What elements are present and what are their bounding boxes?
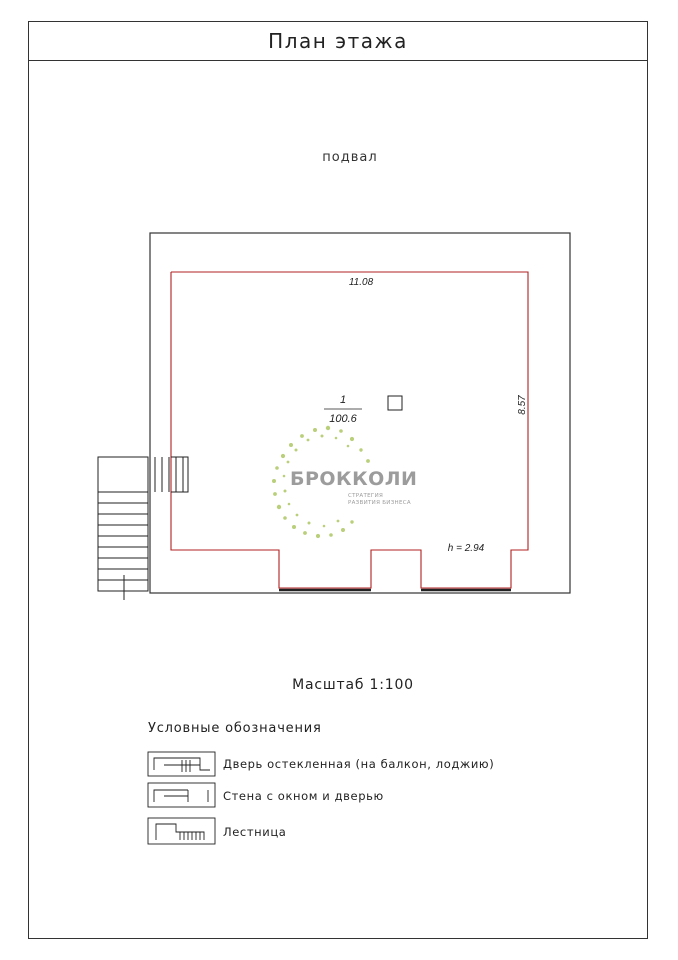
height-dimension: 8.57 [517,395,528,415]
legend-item-glazed-door [148,750,568,778]
legend-title: Условные обозначения [148,721,322,736]
room-number: 1 [339,394,347,406]
page-title: План этажа [268,29,408,53]
column-symbol [388,396,402,410]
legend-item-staircase [148,818,568,846]
watermark-subtitle-line2: РАЗВИТИЯ БИЗНЕСА [348,500,411,506]
legend-label: Стена с окном и дверью [223,789,384,803]
ceiling-height: h = 2.94 [447,543,485,554]
legend-label: Дверь остекленная (на балкон, лоджию) [223,757,495,771]
room-area: 100.6 [329,413,357,425]
legend-item-wall-window-door [148,782,568,810]
room-outline [171,272,528,588]
width-dimension: 11.08 [348,277,374,288]
legend-label: Лестница [223,825,287,839]
watermark-subtitle-line1: СТРАТЕГИЯ [348,493,384,499]
watermark-brand: БРОККОЛИ [290,468,418,490]
floor-level-label: подвал [322,150,378,165]
staircase [98,457,188,600]
scale-label: Масштаб 1:100 [292,677,414,693]
